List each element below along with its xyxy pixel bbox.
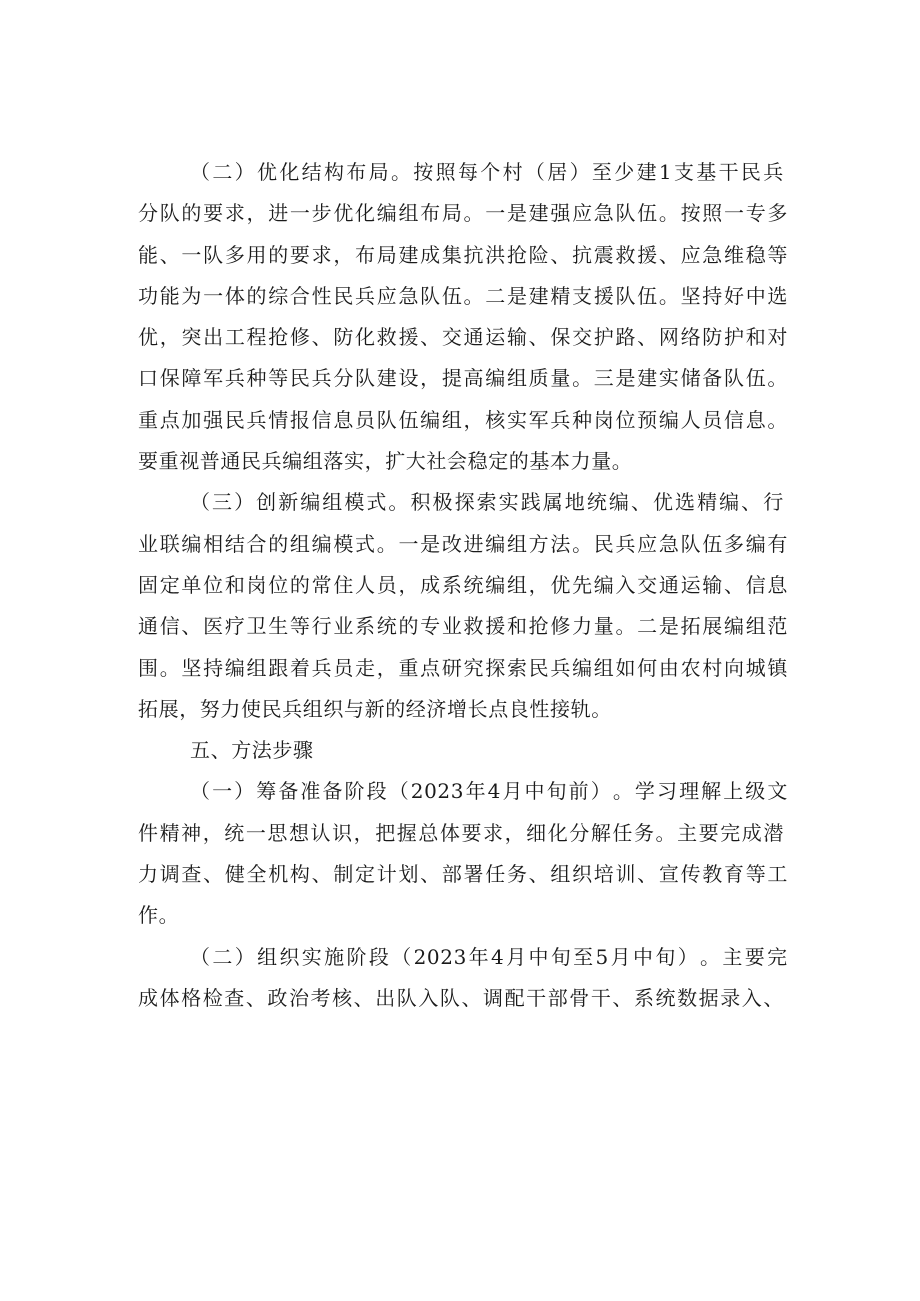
text-line: 口 保 障 军 兵 种 等 民 兵 分 队 建 设 ， 提 高 编 组 质 量 。 三 是 建 实 储 备 队 伍 。 [138,366,788,391]
text-line: 拓展，努力使民兵组织与新的经济增长点良性接轨。 [138,696,612,721]
text-line: 重 点 加 强 民 兵 情 报 信 息 员 队 伍 编 组 ， 核 实 军 兵 种 岗 位 预 编 人 员 信 息 。 [138,407,788,432]
text-line: （ 三 ） 创 新 编 组 模 式 。 积 极 探 索 实 践 属 地 统 编 、 优 选 精 编 、 行 [190,490,784,515]
text-line: 分 队 的 要 求 ， 进 一 步 优 化 编 组 布 局 。 一 是 建 强 应 急 队 伍 。 按 照 一 专 多 [138,201,788,226]
text-line: （ 一 ） 筹 备 准 备 阶 段 （ 2023 年 4 月 中 旬 前 ） 。 学 习 理 解 上 级 文 [190,779,788,804]
text-line: 围 。 坚 持 编 组 跟 着 兵 员 走 ， 重 点 研 究 探 索 民 兵 编 组 如 何 由 农 村 向 城 镇 [138,655,788,680]
text-line: 作。 [138,903,180,928]
text-line: 力 调 查 、 健 全 机 构 、 制 定 计 划 、 部 署 任 务 、 组 织 培 训 、 宣 传 教 育 等 工 [138,862,788,887]
text-line: 成 体 格 检 查 、 政 治 考 核 、 出 队 入 队 、 调 配 干 部 骨 干 、 系 统 数 据 录 入 、 [138,985,784,1010]
text-line: 优 ， 突 出 工 程 抢 修 、 防 化 救 援 、 交 通 运 输 、 保 交 护 路 、 网 络 防 护 和 对 [138,325,788,350]
text-line: 五、方法步骤 [190,738,314,763]
text-line: 功 能 为 一 体 的 综 合 性 民 兵 应 急 队 伍 。 二 是 建 精 支 援 队 伍 。 坚 持 好 中 选 [138,283,788,308]
document-body [138,152,788,1019]
text-line: 通 信 、 医 疗 卫 生 等 行 业 系 统 的 专 业 救 援 和 抢 修 力 量 。 二 是 拓 展 编 组 范 [138,614,788,639]
text-line: 业 联 编 相 结 合 的 组 编 模 式 。 一 是 改 进 编 组 方 法 。 民 兵 应 急 队 伍 多 编 有 [138,531,788,556]
text-line: 要重视普通民兵编组落实，扩大社会稳定的基本力量。 [138,449,633,474]
text-line: 固 定 单 位 和 岗 位 的 常 住 人 员 ， 成 系 统 编 组 ， 优 先 编 入 交 通 运 输 、 信 息 [138,572,788,597]
text-line: 能 、 一 队 多 用 的 要 求 ， 布 局 建 成 集 抗 洪 抢 险 、 抗 震 救 援 、 应 急 维 稳 等 [138,242,788,267]
text-line: 件 精 神 ， 统 一 思 想 认 识 ， 把 握 总 体 要 求 ， 细 化 分 解 任 务 。 主 要 完 成 潜 [138,820,784,845]
text-line: （ 二 ） 优 化 结 构 布 局 。 按 照 每 个 村 （ 居 ） 至 少 建 1 支 基 干 民 兵 [190,160,784,184]
text-line: （ 二 ） 组 织 实 施 阶 段 （ 2023 年 4 月 中 旬 至 5 月 中 旬 ） 。 主 要 完 [190,944,788,969]
